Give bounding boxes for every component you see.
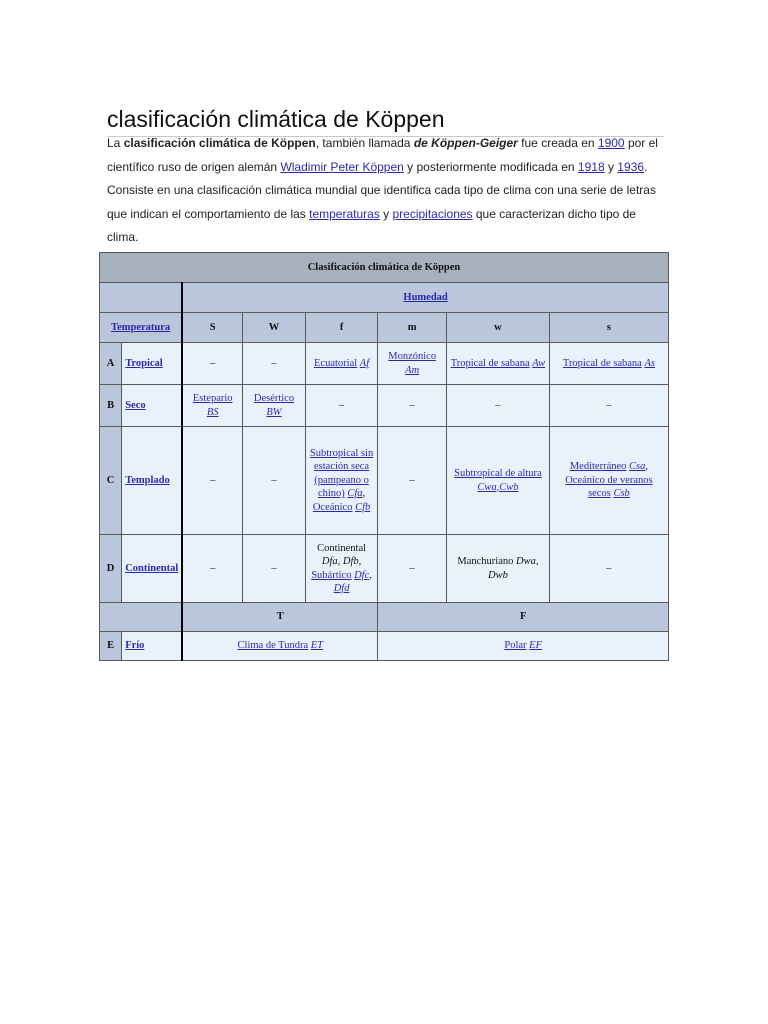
- cell-Af: [305, 343, 378, 385]
- link-BS[interactable]: BS: [206, 406, 219, 418]
- row-type-tropical: [122, 343, 183, 385]
- cell-Cf: Subtropical sin estación seca (pampeano o chino) Cfa, Oceánico Cfb: [305, 427, 378, 535]
- cell-Dm: –: [378, 535, 447, 603]
- cell-AS: –: [182, 343, 243, 385]
- link-templado[interactable]: Templado: [125, 474, 170, 486]
- link-Csa[interactable]: Csa: [629, 461, 646, 473]
- cell-Bs: –: [549, 385, 668, 427]
- link-1918[interactable]: 1918: [577, 159, 605, 174]
- table-row: [100, 385, 669, 427]
- row-letter-B: B: [100, 385, 122, 427]
- cell-Cw: [446, 427, 549, 535]
- link-oceanico-veranos-secos[interactable]: Oceánico de veranos secos: [565, 474, 653, 500]
- link-wladimir-koppen[interactable]: Wladimir Peter Köppen: [280, 159, 404, 174]
- table-caption: Clasificación climática de Köppen: [100, 253, 669, 283]
- link-Dfc-Dfd[interactable]: Dfc, Dfd: [333, 569, 372, 594]
- cell-Cs: Mediterráneo Csa, Oceánico de veranos secos Csb: [549, 427, 668, 535]
- link-desertico[interactable]: Desértico: [253, 393, 295, 405]
- row-type-templado: [122, 427, 183, 535]
- row-type-seco: [122, 385, 183, 427]
- cell-DS: –: [182, 535, 243, 603]
- table-row: [100, 535, 669, 603]
- link-estepario[interactable]: Estepario: [192, 393, 233, 405]
- intro-bold-term: clasificación climática de Köppen: [123, 136, 316, 150]
- row-letter-C: C: [100, 427, 122, 535]
- col-header-f: f: [305, 313, 378, 343]
- cell-CS: –: [182, 427, 243, 535]
- link-subartico[interactable]: Subártico: [311, 569, 352, 581]
- header-humedad: [182, 283, 668, 313]
- col-header-T: T: [182, 603, 378, 632]
- koppen-table: [99, 252, 669, 661]
- link-continental[interactable]: Continental: [125, 562, 179, 574]
- link-clima-tundra[interactable]: Clima de Tundra: [237, 640, 309, 652]
- link-Csb[interactable]: Csb: [613, 488, 630, 500]
- link-monzonico[interactable]: Monzónico: [388, 351, 437, 363]
- intro-alt-name: de Köppen-Geiger: [413, 136, 518, 150]
- cell-BS: [182, 385, 243, 427]
- table-row: [100, 343, 669, 385]
- link-ET[interactable]: ET: [310, 640, 324, 652]
- link-polar[interactable]: Polar: [504, 640, 527, 652]
- row-type-frio: [122, 632, 183, 661]
- link-Cwa-Cwb[interactable]: Cwa,Cwb: [477, 481, 519, 493]
- col-header-F: F: [378, 603, 669, 632]
- link-Aw[interactable]: Aw: [532, 357, 546, 369]
- link-frio[interactable]: Frío: [125, 640, 145, 652]
- cell-Df: Continental Dfa, Dfb, Subártico Dfc, Dfd: [305, 535, 378, 603]
- header-temperatura: [100, 313, 183, 343]
- link-BW[interactable]: BW: [266, 406, 282, 418]
- row-letter-A: A: [100, 343, 122, 385]
- polar-header-blank: [100, 603, 183, 632]
- cell-Aw: [446, 343, 549, 385]
- link-ecuatorial[interactable]: Ecuatorial: [314, 357, 358, 369]
- link-Am[interactable]: Am: [405, 364, 420, 376]
- link-Cfa[interactable]: Cfa: [347, 488, 363, 500]
- link-humedad[interactable]: Humedad: [403, 291, 448, 303]
- link-subtropical-sin-estacion[interactable]: Subtropical sin estación seca (pampeano o chino): [309, 447, 374, 500]
- link-1936[interactable]: 1936: [617, 159, 644, 174]
- row-letter-E: E: [100, 632, 122, 661]
- cell-AW: –: [243, 343, 306, 385]
- intro-paragraph: La clasificación climática de Köppen, también llamada de Köppen-Geiger fue creada en 1900 por el científico ruso de origen alemán Wladimir Peter Köppen y posteriormente modificada en 1918 y 1936. Consiste en una clasificación climática mundial que identifica cada tipo de clima con una serie de letras que indican el comportamiento de las temperaturas y precipitaciones que caracterizan dicho tipo de clima.: [107, 136, 658, 244]
- cell-DW: –: [243, 535, 306, 603]
- link-oceanico[interactable]: Oceánico: [312, 501, 353, 513]
- cell-Dw: Manchuriano Dwa, Dwb: [446, 535, 549, 603]
- cell-Bm: –: [378, 385, 447, 427]
- col-header-w: w: [446, 313, 549, 343]
- link-tropical-sabana-w[interactable]: Tropical de sabana: [450, 357, 530, 369]
- row-letter-D: D: [100, 535, 122, 603]
- cell-BW: [243, 385, 306, 427]
- link-EF[interactable]: EF: [529, 640, 542, 652]
- link-1900[interactable]: 1900: [597, 136, 625, 150]
- col-header-W: W: [243, 313, 306, 343]
- link-As[interactable]: As: [644, 357, 655, 369]
- cell-Am: [378, 343, 447, 385]
- row-type-continental: [122, 535, 183, 603]
- link-temperatura[interactable]: Temperatura: [111, 321, 171, 333]
- cell-Cm: –: [378, 427, 447, 535]
- col-header-s: s: [549, 313, 668, 343]
- link-temperaturas[interactable]: temperaturas: [309, 206, 380, 221]
- link-Af[interactable]: Af: [359, 357, 370, 369]
- link-tropical[interactable]: Tropical: [125, 357, 163, 369]
- cell-CW: –: [243, 427, 306, 535]
- table-row: [100, 427, 669, 535]
- cell-Ds: –: [549, 535, 668, 603]
- header-blank: [100, 283, 183, 313]
- link-precipitaciones[interactable]: precipitaciones: [392, 206, 473, 221]
- link-seco[interactable]: Seco: [125, 399, 146, 411]
- link-tropical-sabana-s[interactable]: Tropical de sabana: [562, 357, 642, 369]
- cell-ET: [182, 632, 378, 661]
- cell-As: [549, 343, 668, 385]
- col-header-S: S: [182, 313, 243, 343]
- cell-Bf: –: [305, 385, 378, 427]
- link-subtropical-altura[interactable]: Subtropical de altura: [454, 468, 542, 480]
- cell-EF: [378, 632, 669, 661]
- col-header-m: m: [378, 313, 447, 343]
- link-Cfb[interactable]: Cfb: [355, 501, 371, 513]
- link-mediterraneo[interactable]: Mediterráneo: [569, 461, 627, 473]
- page-title: clasificación climática de Köppen: [107, 104, 664, 137]
- table-row: [100, 632, 669, 661]
- cell-Bw: –: [446, 385, 549, 427]
